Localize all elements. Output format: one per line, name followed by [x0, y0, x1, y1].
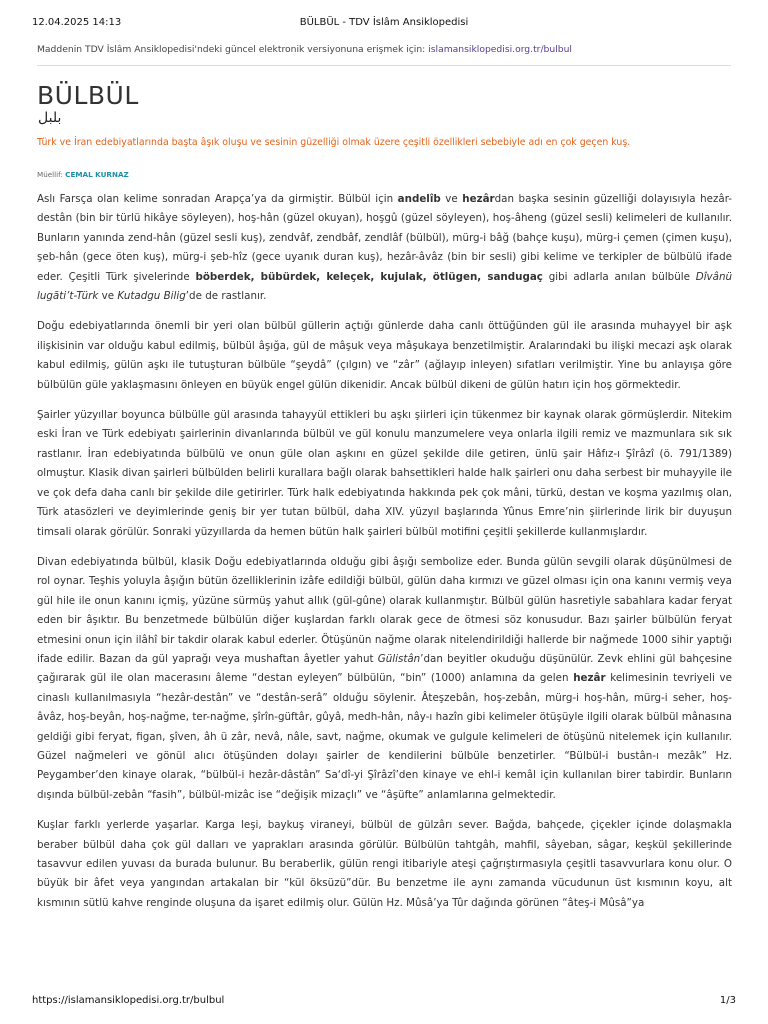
paragraph-1: Aslı Farsça olan kelime sonradan Arapça’ya da girmiştir. Bülbül için andelîb ve hezârdan başka sesinin güzelliği dolayısıyla hezâr-destân (bin bir türlü hikâye söyleyen), hoş-hân (güzel okuyan), hoşgû (güzel söyleyen), hoş-âheng (güzel sesli) kelimeleri de kullanılır. Bunların yanında zend-hân (güzel sesli kuş), zendvâf, zendbâf, zendlâf (bülbül), mürg-i bâğ (bahçe kuşu), mürg-i çemen (çimen kuşu), şeb-hân (gece öten kuş), mürg-i şeb-hîz (gece uyanık duran kuş), hezâr-âvâz (bin bir sesli) gibi kelime ve terkipler de bülbülü ifade eder. Çeşitli Türk şivelerinde böberdek, bübürdek, keleçek, kujulak, ötlügen, sandugaç gibi adlarla anılan bülbüle Dîvânü lugāti’t-Türk ve Kutadgu Bilig’de de rastlanır. [37, 193, 733, 303]
bold-term: böberdek, bübürdek, keleçek, kujulak, ötlügen, sandugaç [195, 270, 543, 283]
book-title: Gülistân [377, 652, 421, 665]
paragraph-2: Doğu edebiyatlarında önemli bir yeri olan bülbül güllerin açtığı günlerde daha canlı öttüğünden gül ile arasında muhayyel bir aşk ilişkisinin var olduğu kabul edilmiş, bülbül âşığa, gül de mâşuk veya mâşukaya benzetilmiştir. Aralarındaki bu ilişki mecazi aşk olarak kabul edilmiş, gülün aşkı ile tutuşturan bülbüle “şeydâ” (çılgın) ve “zâr” (ağlayıp inleyen) sıfatları verilmiştir. Yine bu anlayışa göre bülbülün güle yaklaşmasını önleyen en büyük engel gülün dikenidir. Ancak bülbül dikeni de gülün hatırı için hoş görmektedir. [37, 320, 732, 391]
online-version-notice [37, 44, 731, 66]
article-link[interactable]: islamansiklopedisi.org.tr/bulbul [428, 44, 572, 55]
bold-term: andelîb [397, 193, 441, 205]
author-name[interactable]: CEMAL KURNAZ [65, 170, 129, 179]
page-number: 1/3 [719, 995, 736, 1006]
author-line [37, 170, 129, 179]
notice-text: Maddenin TDV İslâm Ansiklopedisi'ndeki güncel elektronik versiyonuna erişmek için: [37, 44, 426, 55]
book-title: Dîvânü lugāti’t-Türk [37, 270, 733, 303]
author-label: Müellif: [37, 170, 63, 179]
print-page-title: BÜLBÜL - TDV İslâm Ansiklopedisi [299, 17, 469, 28]
print-url: https://islamansiklopedisi.org.tr/bulbul [32, 995, 225, 1006]
arabic-title: بلبل [38, 110, 62, 126]
bold-term: hezâr [462, 193, 495, 205]
article-subtitle: Türk ve İran edebiyatlarında başta âşık oluşu ve sesinin güzelliği olmak üzere çeşitli özellikleri sebebiyle adı en çok geçen kuş. [37, 137, 631, 148]
print-footer [32, 995, 736, 1009]
article-body [37, 190, 732, 924]
print-header [32, 17, 736, 31]
print-datetime: 12.04.2025 14:13 [32, 17, 122, 28]
article-title: BÜLBÜL [37, 81, 139, 110]
paragraph-4: Divan edebiyatında bülbül, klasik Doğu edebiyatlarında olduğu gibi âşığı sembolize eder. Bunda gülün sevgili olarak düşünülmesi de rol oynar. Teşhis yoluyla âşığın bütün özelliklerinin izâfe edildiği bülbül, gülün daha kırmızı ve güzel olması için ona kanını vermiş veya gül hile ile onun kanını içmiş, yüzüne sürmüş yahut allık (gül-gûne) olarak kullanmıştır. Bülbül gülün hasretiyle sabahlara kadar feryat eden bir âşıktır. Bu benzetmede bülbülün diğer kuşlardan farklı olarak gece de ötmesi söz konusudur. Bazı şairler bülbülün feryat etmesini onun için ilâhî bir takdir olarak kabul ederler. Ötüşünün nağme olarak nitelendirildiği hallerde bir nağmede 1000 sihir yaptığı ifade edilir. Bazan da gül yaprağı veya mushaftan âyetler yahut Gülistân’dan beyitler okuduğu düşünülür. Zevk ehlini gül bahçesine çağırarak gül ile olan macerasını âleme “destan eyleyen” bülbülün, “bin” (1000) anlamına da gelen hezâr kelimesinin tevriyeli ve cinaslı kullanılmasıyla “hezâr-destân” ve “destân-serâ” olduğu söylenir. Âteşzebân, hoş-zebân, mürg-i hoş-hân, mürg-i seher, hoş-âvâz, hoş-beyân, hoş-nağme, ter-nağme, şîrîn-güftâr, gûyâ, medh-hân, nây-ı hazîn gibi kelimeler ötüşüyle ilgili olarak bülbül mânasına geldiği gibi feryat, figan, şîven, âh ü zâr, nevâ, nâle, savt, nağme, okumak ve gulgule kelimeleri de ötüşünü nitelemek için kullanılır. Güzel nağmeleri ve gönül alıcı ötüşünden dolayı şairler de kendilerini bülbüle benzetirler. “Bülbül-i bustân-ı mezâk” Hz. Peygamber’den kinaye olarak, “bülbül-i hezâr-dâstân” Sa‘dî-yi Şîrâzî’den kinaye ve ehl-i kemâl için kullanılan birer tabirdir. Bunların dışında bülbül-zebân “fasih”, bülbül-mizâc ise “değişik mizaçlı” ve “âşüfte” anlamlarına gelmektedir. [37, 555, 733, 801]
paragraph-3: Şairler yüzyıllar boyunca bülbülle gül arasında tahayyül ettikleri bu aşkı şiirleri için tükenmez bir kaynak olarak görmüşlerdir. Nitekim eski İran ve Türk edebiyatı şairlerinin divanlarında bülbül ve gül konulu manzumelere veya onlarla ilgili remiz ve mazmunlara sık sık rastlanır. İran edebiyatında bülbülü ve onun güle olan aşkını en güzel şekilde dile getiren, ünlü şair Hâfız-ı Şîrâzî (ö. 791/1389) olmuştur. Klasik divan şairleri bülbülden belirli kurallara bağlı olarak bahsettikleri halde halk şairleri onu daha serbest bir muhayyile ile ve çok defa daha canlı bir şekilde dile getirirler. Türk halk edebiyatında hakkında pek çok mâni, türkü, destan ve koşma yazılmış olan, Türk atasözleri ve deyimlerinde geniş bir yer tutan bülbül, daha XIV. yüzyıl başlarında Yûnus Emre’nin şiirlerinde lirik bir duyuşun timsali olarak görülür. Sonraki yüzyıllarda da hemen bütün halk şairleri bülbül motifini çeşitli şekillerde kullanmışlardır. [37, 409, 732, 538]
bold-term: hezâr [573, 672, 606, 685]
book-title: Kutadgu Bilig [117, 290, 186, 303]
paragraph-5: Kuşlar farklı yerlerde yaşarlar. Karga leşi, baykuş viraneyi, bülbül de gülzârı sever. Bağda, bahçede, çiçekler içinde dolaşmakla beraber bülbül daha çok gül dalları ve yaprakları arasında görülür. Bülbülün tahtgâh, mahfil, sâyeban, sâgar, keşkül şekillerinde tasavvur edilen yuvası da burada bulunur. Bu beraberlik, gülün rengi itibariyle ateşi çağrıştırmasıyla çeşitli tasavvurlara konu olur. O büyük bir âfet veya yangından artakalan bir “kül öksüzü”dür. Bu benzetme ile aynı zamanda vücudunun üst kısmının koyu, alt kısmının sütlü kahve renginde oluşuna da işaret edilmiş olur. Gülün Hz. Mûsâ’ya Tûr dağında görünen “âteş-i Mûsâ”ya [37, 819, 732, 909]
